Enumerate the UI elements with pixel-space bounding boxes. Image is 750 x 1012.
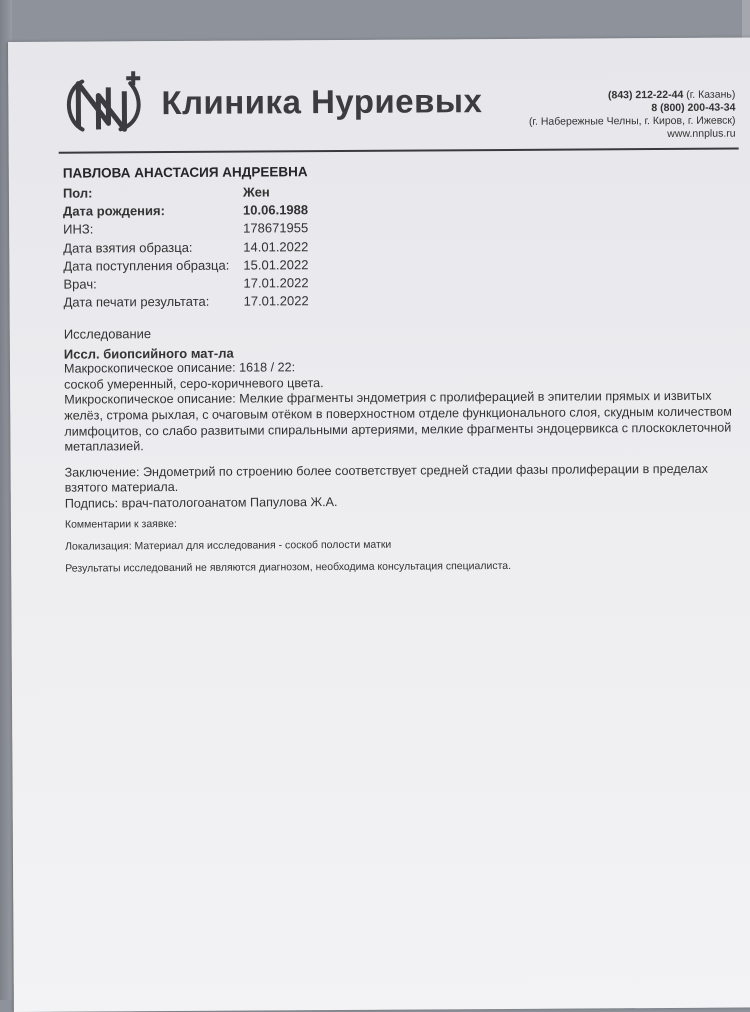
info-value: 178671955 bbox=[243, 220, 309, 236]
info-row-doctor bbox=[63, 274, 463, 295]
localization: Локализация: Материал для исследования - соскоб полости матки bbox=[65, 538, 392, 553]
info-value: Жен bbox=[242, 184, 270, 200]
info-value: 15.01.2022 bbox=[243, 256, 309, 273]
info-label: ИНЗ: bbox=[63, 221, 94, 238]
patient-info bbox=[63, 183, 464, 313]
info-row-receipt-date bbox=[63, 256, 463, 277]
study-section-label: Исследование bbox=[63, 326, 152, 342]
header-divider bbox=[59, 148, 739, 154]
info-value: 17.01.2022 bbox=[243, 275, 309, 291]
clinic-website: www.nnplus.ru bbox=[667, 127, 736, 140]
info-label: Пол: bbox=[62, 185, 93, 201]
clinic-name: Клиника Нуриевых bbox=[161, 82, 483, 122]
phone-kazan: (843) 212-22-44 bbox=[607, 88, 684, 102]
study-title: Иссл. биопсийного мат-ла bbox=[63, 345, 234, 362]
info-label: Дата взятия образца: bbox=[63, 239, 193, 256]
signature: Подпись: врач-патологоанатом Папулова Ж.А. bbox=[64, 494, 338, 511]
info-row-sample-date bbox=[63, 238, 463, 259]
contact-cities: (г. Набережные Челны, г. Киров, г. Ижевск) bbox=[528, 114, 736, 128]
info-label: Врач: bbox=[63, 276, 97, 292]
info-label: Дата печати результата: bbox=[63, 293, 210, 310]
info-row-print-date bbox=[64, 292, 464, 313]
request-comments: Комментарии к заявке: bbox=[64, 517, 177, 531]
macro-description-detail: соскоб умеренный, серо-коричневого цвета. bbox=[64, 375, 324, 392]
macro-description: Макроскопическое описание: 1618 / 22: bbox=[63, 360, 296, 376]
info-row-inz bbox=[63, 220, 463, 241]
info-label: Дата поступления образца: bbox=[63, 257, 230, 274]
lab-report-sheet bbox=[8, 37, 750, 1012]
info-row-birth-date bbox=[63, 201, 463, 222]
micro-description: Микроскопическое описание: Мелкие фрагменты эндометрия с пролиферацией в эпителии прямых и извитых желёз, строма рыхлая, с очаговым отёком в поверхностном отделе функционального слоя, скудным количеством лимфоцитов, со слабо развитыми спиральными артериями, мелкие фрагменты эндоцервикса с плоскоклеточной метаплазией. bbox=[64, 389, 732, 454]
info-row-sex bbox=[63, 183, 463, 204]
clinic-logo-icon bbox=[60, 69, 152, 140]
info-label: Дата рождения: bbox=[62, 203, 165, 219]
info-value: 17.01.2022 bbox=[243, 293, 309, 309]
disclaimer: Результаты исследований не являются диагнозом, необходима консультация специалиста. bbox=[65, 559, 512, 575]
clinic-contacts bbox=[405, 89, 735, 143]
conclusion: Заключение: Эндометрий по строению более соответствует средней стадии фазы пролиферации в пределах взятого материала. bbox=[64, 461, 708, 496]
city-kazan: (г. Казань) bbox=[686, 88, 736, 101]
patient-name: ПАВЛОВА АНАСТАСИЯ АНДРЕЕВНА bbox=[62, 164, 308, 181]
study-section bbox=[64, 322, 750, 575]
phone-toll-free: 8 (800) 200-43-34 bbox=[651, 101, 736, 115]
info-value: 10.06.1988 bbox=[242, 202, 309, 218]
info-value: 14.01.2022 bbox=[243, 238, 309, 255]
